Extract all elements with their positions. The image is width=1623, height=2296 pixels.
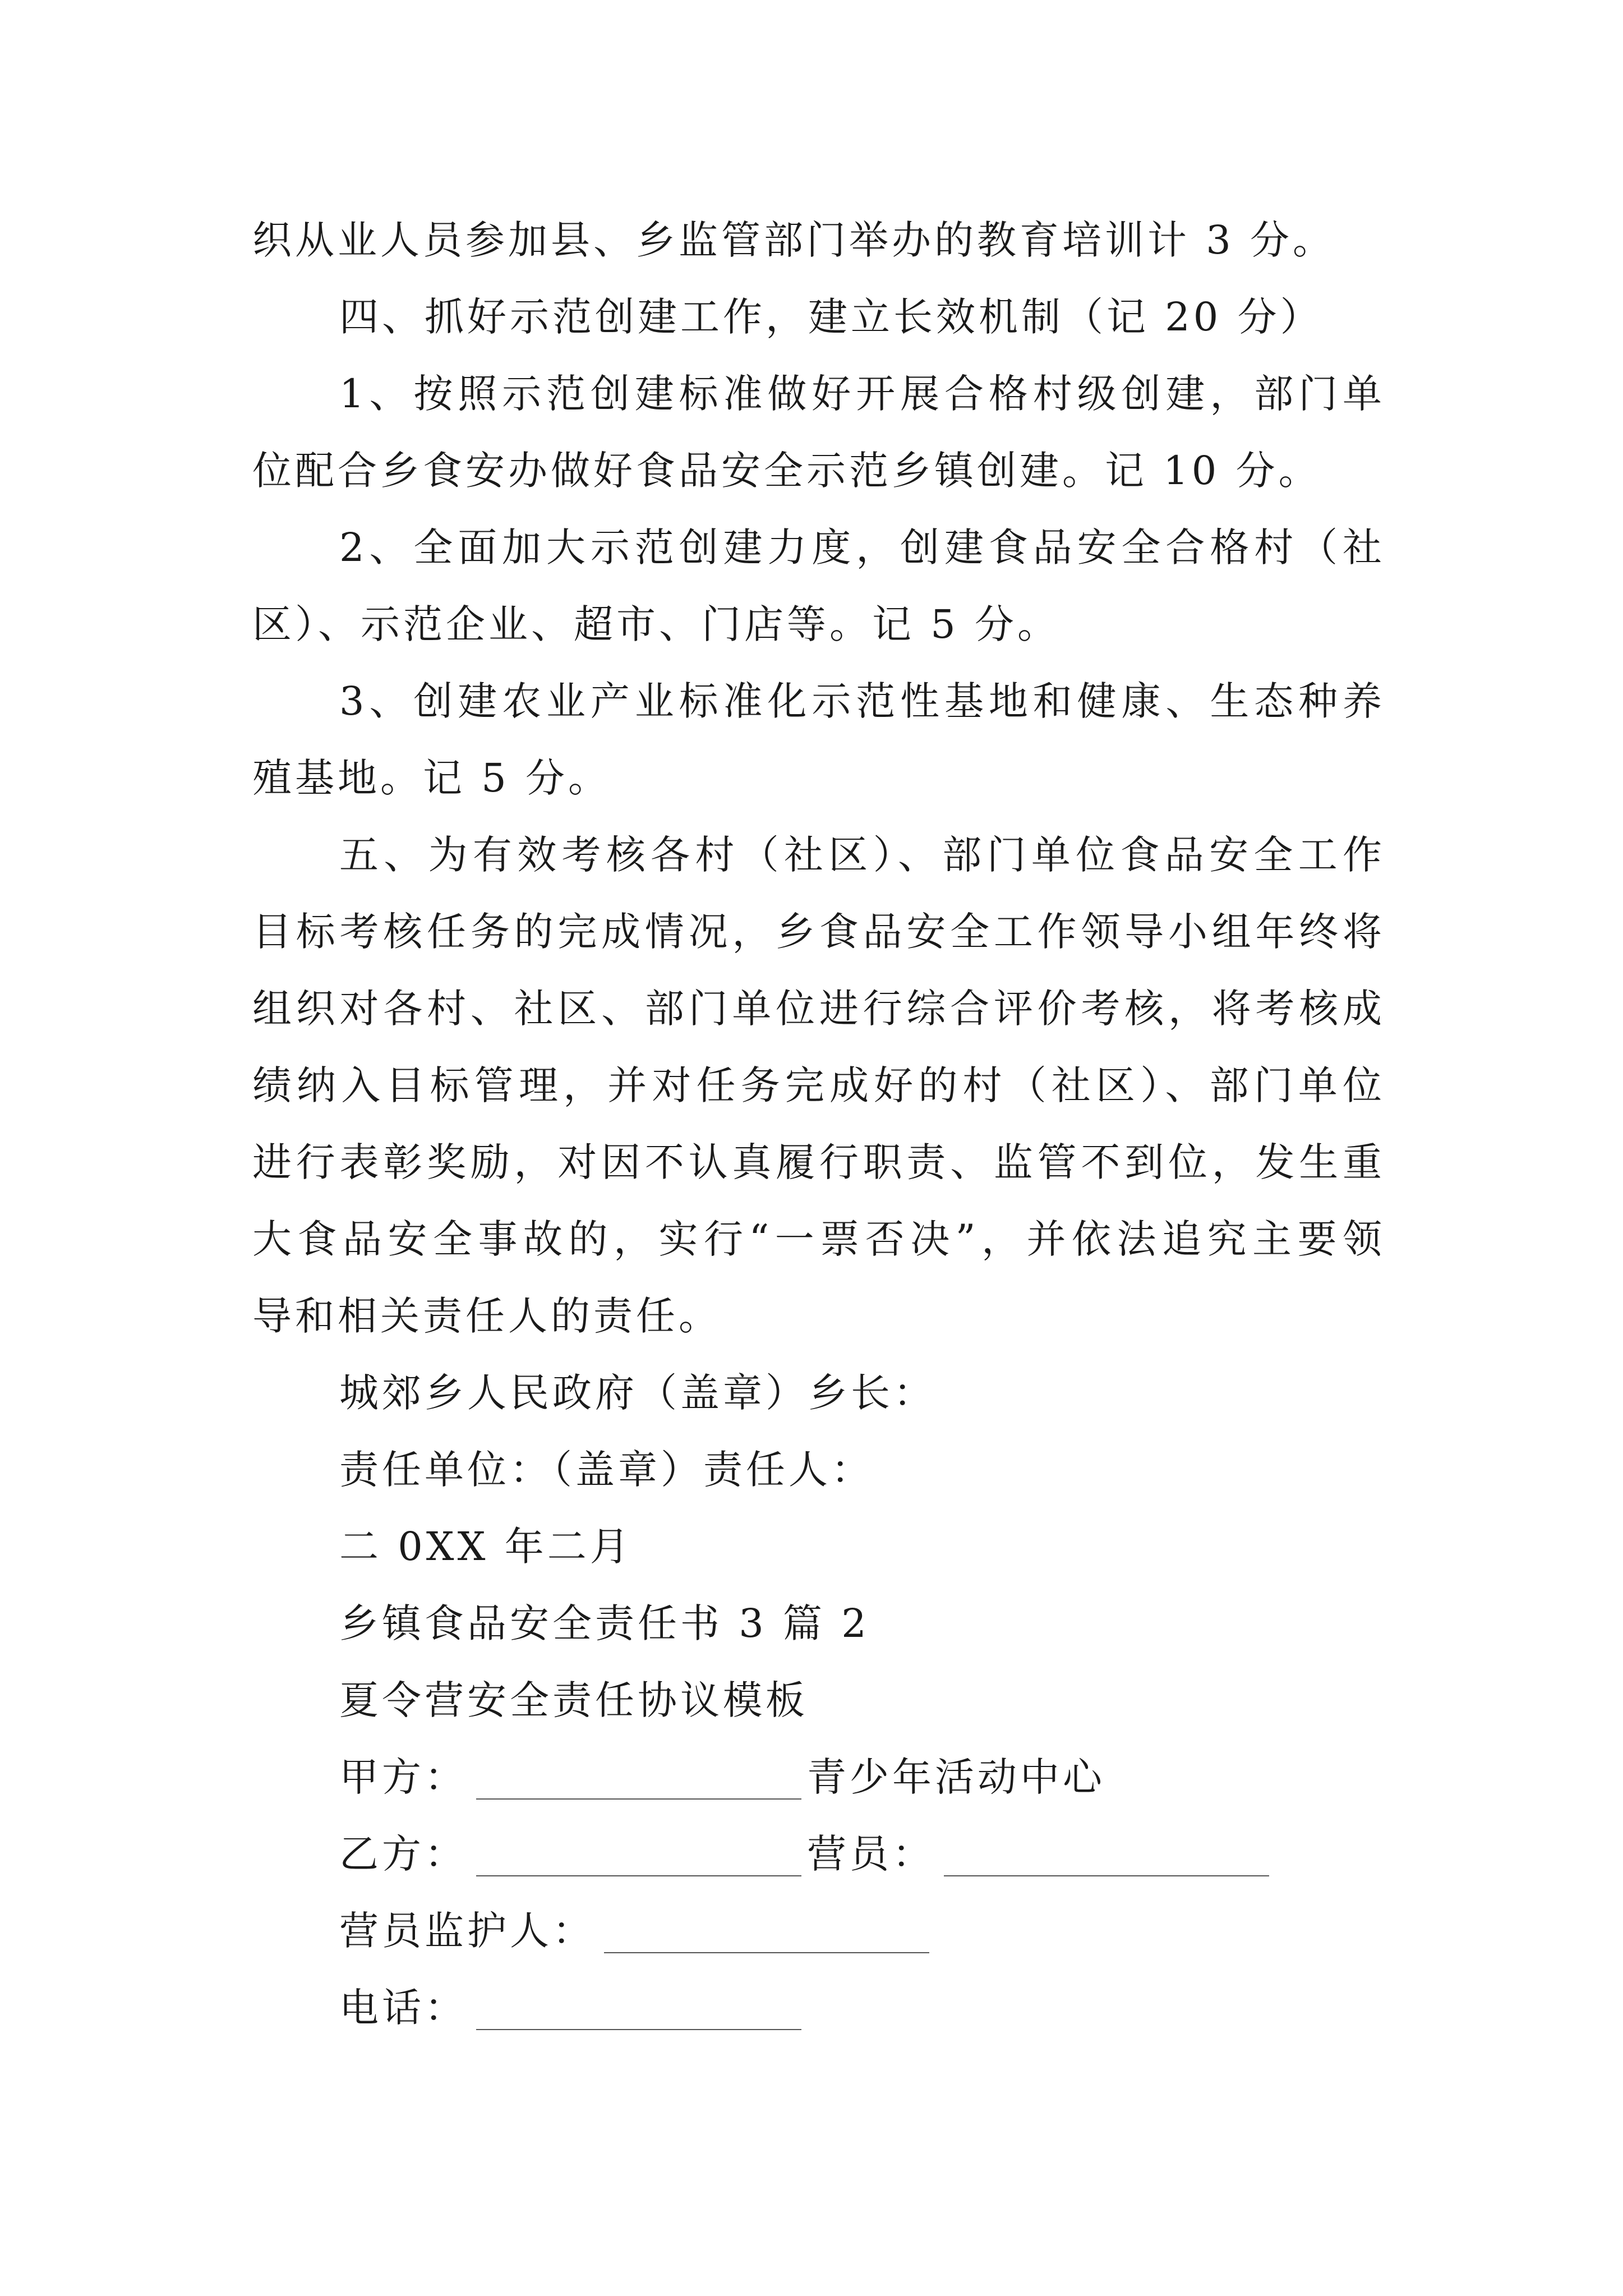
list-item-line: 2、全面加大示范创建力度，创建食品安全合格村（社 — [339, 524, 1385, 570]
list-item-line: 3、创建农业产业标准化示范性基地和健康、生态种养 — [339, 678, 1385, 724]
guardian-row — [252, 1893, 1385, 1970]
signature-unit: 责任单位：（盖章）责任人： — [339, 1447, 874, 1493]
list-item-line: 1、按照示范创建标准做好开展合格村级创建，部门单 — [339, 371, 1385, 417]
camper-blank — [944, 1836, 1269, 1876]
paragraph-line: 织从业人员参加县、乡监管部门举办的教育培训计 3 分。 — [252, 217, 1336, 263]
party-a-blank — [476, 1759, 801, 1800]
party-b-row — [252, 1816, 1385, 1893]
phone-row — [252, 1970, 1385, 2046]
list-item-line: 区）、示范企业、超市、门店等。记 5 分。 — [252, 601, 1061, 647]
party-b-blank — [476, 1836, 801, 1876]
phone-label: 电话： — [339, 1985, 467, 2031]
document-body — [252, 202, 1385, 2046]
guardian-blank — [604, 1913, 929, 1953]
paragraph-line: 大食品安全事故的，实行“一票否决”，并依法追究主要领 — [252, 1216, 1385, 1262]
party-a-name: 青少年活动中心 — [807, 1754, 1105, 1800]
paragraph-line: 目标考核任务的完成情况，乡食品安全工作领导小组年终将 — [252, 909, 1385, 955]
party-a-label: 甲方： — [339, 1754, 467, 1800]
paragraph-line: 进行表彰奖励，对因不认真履行职责、监管不到位，发生重 — [252, 1139, 1385, 1185]
paragraph-line: 组织对各村、社区、部门单位进行综合评价考核，将考核成 — [252, 986, 1385, 1032]
next-document-title: 乡镇食品安全责任书 3 篇 2 — [339, 1600, 870, 1646]
list-item-line: 位配合乡食安办做好食品安全示范乡镇创建。记 10 分。 — [252, 448, 1321, 494]
signature-government: 城郊乡人民政府（盖章）乡长： — [339, 1370, 936, 1416]
party-b-label: 乙方： — [339, 1831, 467, 1877]
phone-blank — [476, 1990, 801, 2030]
list-item-line: 殖基地。记 5 分。 — [252, 755, 611, 801]
party-a-row — [252, 1739, 1385, 1816]
paragraph-line: 导和相关责任人的责任。 — [252, 1293, 721, 1339]
camper-label: 营员： — [807, 1831, 935, 1877]
paragraph-line: 绩纳入目标管理，并对任务完成好的村（社区）、部门单位 — [252, 1062, 1385, 1108]
next-document-subtitle: 夏令营安全责任协议模板 — [339, 1677, 808, 1723]
guardian-label: 营员监护人： — [339, 1908, 595, 1954]
section-heading: 四、抓好示范创建工作，建立长效机制（记 20 分） — [339, 294, 1323, 340]
signature-date: 二 0XX 年二月 — [339, 1524, 633, 1570]
paragraph-line: 五、为有效考核各村（社区）、部门单位食品安全工作 — [339, 832, 1385, 878]
